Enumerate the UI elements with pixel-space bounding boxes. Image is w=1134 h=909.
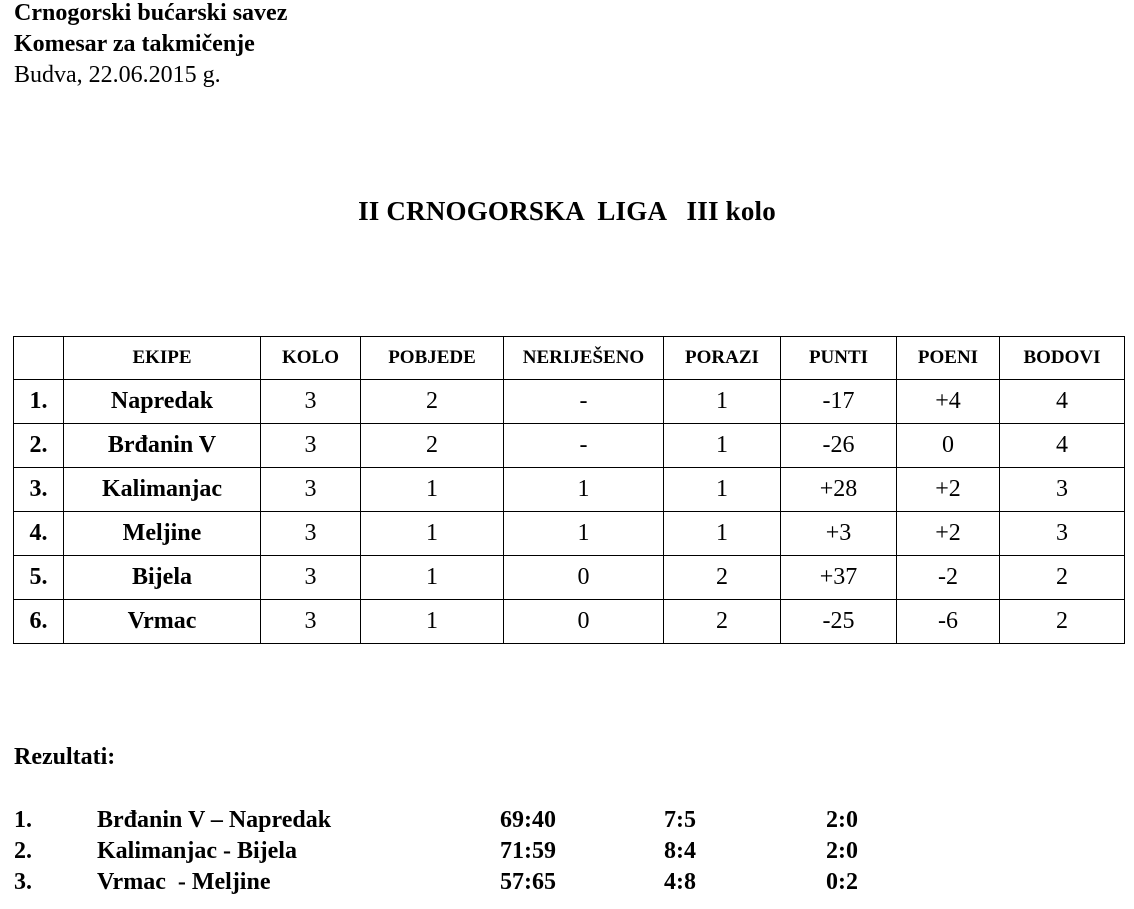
cell-punti: -17 xyxy=(781,380,897,424)
header-porazi: PORAZI xyxy=(664,337,781,380)
cell-nerijeseno: 1 xyxy=(504,468,664,512)
result-s2: 4:8 xyxy=(664,869,696,895)
cell-nerijeseno: - xyxy=(504,380,664,424)
result-no: 3. xyxy=(14,869,32,895)
result-s3: 0:2 xyxy=(826,869,858,895)
table-row xyxy=(14,380,1125,424)
cell-porazi: 1 xyxy=(664,380,781,424)
result-s1: 69:40 xyxy=(500,807,556,833)
cell-kolo: 3 xyxy=(261,512,361,556)
cell-bodovi: 4 xyxy=(1000,424,1125,468)
cell-bodovi: 2 xyxy=(1000,556,1125,600)
table-row xyxy=(14,468,1125,512)
cell-bodovi: 4 xyxy=(1000,380,1125,424)
cell-pobjede: 1 xyxy=(361,600,504,644)
cell-team: Meljine xyxy=(64,512,261,556)
cell-punti: -26 xyxy=(781,424,897,468)
result-row xyxy=(0,807,1134,837)
result-no: 2. xyxy=(14,838,32,864)
table-row xyxy=(14,600,1125,644)
result-row xyxy=(0,869,1134,899)
result-s2: 8:4 xyxy=(664,838,696,864)
result-s1: 71:59 xyxy=(500,838,556,864)
cell-nerijeseno: 0 xyxy=(504,600,664,644)
table-row xyxy=(14,512,1125,556)
cell-rank: 2. xyxy=(14,424,64,468)
cell-team: Bijela xyxy=(64,556,261,600)
cell-porazi: 1 xyxy=(664,512,781,556)
results-title: Rezultati: xyxy=(14,744,116,770)
result-s2: 7:5 xyxy=(664,807,696,833)
cell-kolo: 3 xyxy=(261,380,361,424)
header-kolo: KOLO xyxy=(261,337,361,380)
cell-rank: 4. xyxy=(14,512,64,556)
cell-poeni: -2 xyxy=(897,556,1000,600)
cell-punti: -25 xyxy=(781,600,897,644)
page-title: II CRNOGORSKA LIGA III kolo xyxy=(358,196,776,226)
header-poeni: POENI xyxy=(897,337,1000,380)
cell-porazi: 1 xyxy=(664,424,781,468)
cell-pobjede: 2 xyxy=(361,424,504,468)
cell-punti: +3 xyxy=(781,512,897,556)
result-no: 1. xyxy=(14,807,32,833)
header-punti: PUNTI xyxy=(781,337,897,380)
cell-team: Napredak xyxy=(64,380,261,424)
cell-poeni: -6 xyxy=(897,600,1000,644)
cell-rank: 1. xyxy=(14,380,64,424)
cell-nerijeseno: 0 xyxy=(504,556,664,600)
cell-kolo: 3 xyxy=(261,556,361,600)
header-bodovi: BODOVI xyxy=(1000,337,1125,380)
place-date: Budva, 22.06.2015 g. xyxy=(14,62,221,88)
result-s1: 57:65 xyxy=(500,869,556,895)
cell-porazi: 1 xyxy=(664,468,781,512)
office-name: Komesar za takmičenje xyxy=(14,31,255,57)
table-row xyxy=(14,424,1125,468)
table-header-row xyxy=(14,337,1125,380)
result-match: Kalimanjac - Bijela xyxy=(97,838,297,864)
cell-kolo: 3 xyxy=(261,600,361,644)
cell-rank: 3. xyxy=(14,468,64,512)
cell-team: Vrmac xyxy=(64,600,261,644)
table-row xyxy=(14,556,1125,600)
cell-bodovi: 3 xyxy=(1000,468,1125,512)
header-nerijeseno: NERIJEŠENO xyxy=(504,337,664,380)
cell-porazi: 2 xyxy=(664,600,781,644)
result-match: Brđanin V – Napredak xyxy=(97,807,332,833)
result-s3: 2:0 xyxy=(826,807,858,833)
cell-poeni: 0 xyxy=(897,424,1000,468)
cell-poeni: +2 xyxy=(897,512,1000,556)
cell-nerijeseno: 1 xyxy=(504,512,664,556)
header-ekipe: EKIPE xyxy=(64,337,261,380)
cell-porazi: 2 xyxy=(664,556,781,600)
cell-pobjede: 1 xyxy=(361,468,504,512)
organization-name: Crnogorski bućarski savez xyxy=(14,0,288,26)
cell-pobjede: 1 xyxy=(361,556,504,600)
cell-team: Kalimanjac xyxy=(64,468,261,512)
result-row xyxy=(0,838,1134,868)
cell-kolo: 3 xyxy=(261,468,361,512)
standings-table xyxy=(13,336,1125,644)
cell-bodovi: 3 xyxy=(1000,512,1125,556)
cell-rank: 6. xyxy=(14,600,64,644)
cell-pobjede: 2 xyxy=(361,380,504,424)
result-s3: 2:0 xyxy=(826,838,858,864)
header-rank xyxy=(14,337,64,380)
cell-kolo: 3 xyxy=(261,424,361,468)
header-pobjede: POBJEDE xyxy=(361,337,504,380)
cell-nerijeseno: - xyxy=(504,424,664,468)
cell-punti: +28 xyxy=(781,468,897,512)
cell-bodovi: 2 xyxy=(1000,600,1125,644)
cell-poeni: +2 xyxy=(897,468,1000,512)
cell-poeni: +4 xyxy=(897,380,1000,424)
cell-team: Brđanin V xyxy=(64,424,261,468)
cell-pobjede: 1 xyxy=(361,512,504,556)
cell-punti: +37 xyxy=(781,556,897,600)
cell-rank: 5. xyxy=(14,556,64,600)
result-match: Vrmac - Meljine xyxy=(97,869,271,895)
